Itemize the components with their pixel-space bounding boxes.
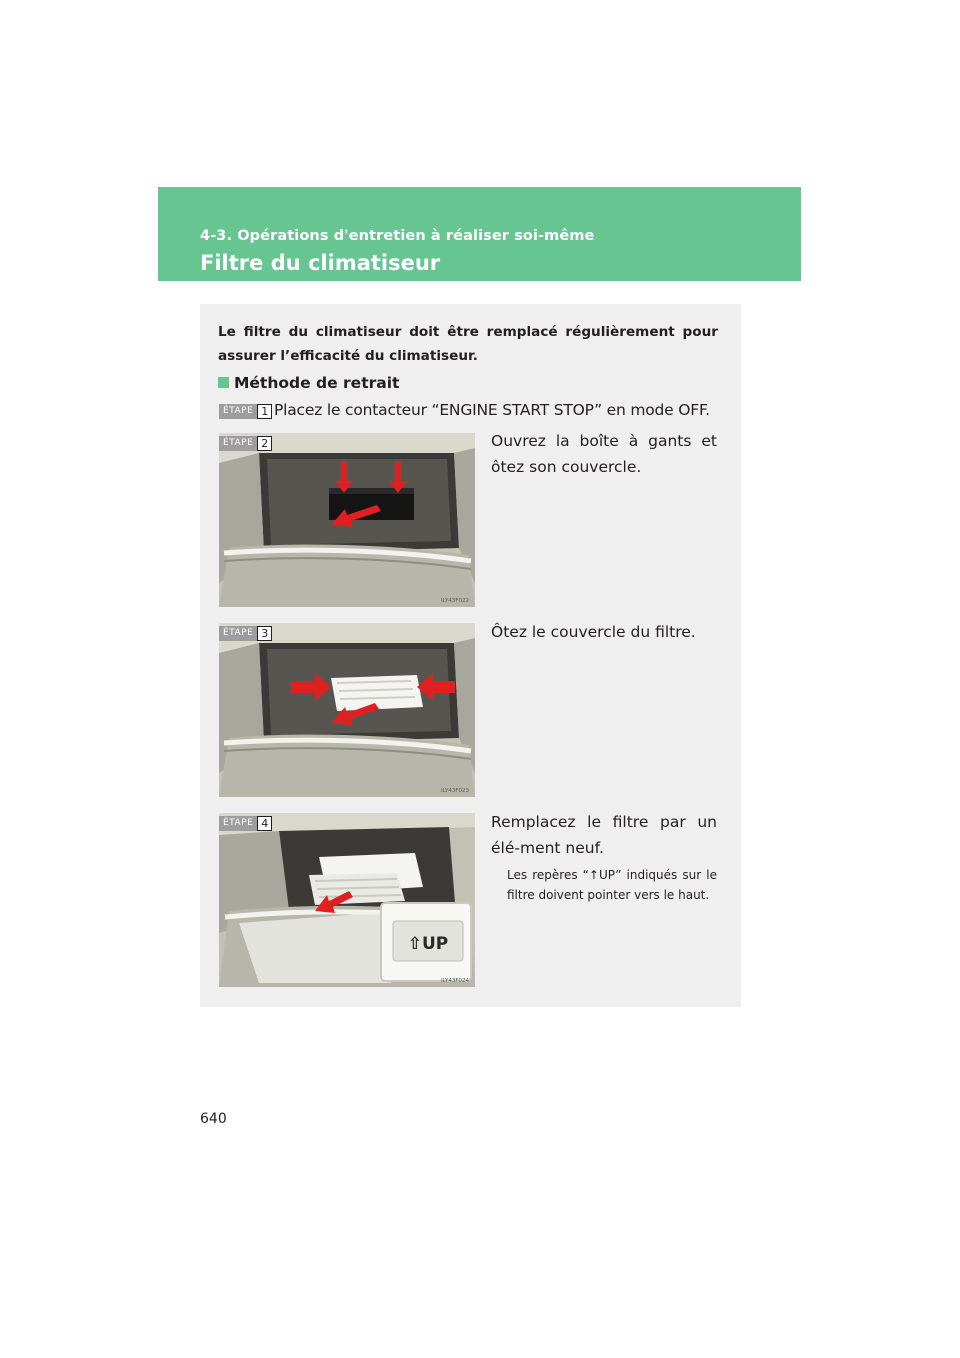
step-2-text: Ouvrez la boîte à gants et ôtez son couvercle. (491, 432, 717, 476)
step-3-photo (219, 623, 475, 797)
step-badge-number: 4 (257, 816, 272, 831)
step-badge-label: ÉTAPE (219, 816, 257, 831)
method-heading-text: Méthode de retrait (234, 374, 400, 392)
up-label-text: ⇧UP (407, 934, 449, 954)
step-1-text: Placez le contacteur “ENGINE START STOP” en mode OFF. (274, 401, 710, 419)
step-2-badge (219, 436, 272, 451)
step-badge-label: ÉTAPE (219, 404, 257, 419)
page-number: 640 (200, 1111, 227, 1127)
section-label: 4-3. Opérations d'entretien à réaliser soi-même (200, 228, 595, 244)
step-3-badge (219, 626, 272, 641)
photo-code: ILY43F023 (441, 788, 469, 794)
step-4-text: Remplacez le filtre par un élé-ment neuf. (491, 813, 717, 857)
page-title: Filtre du climatiseur (200, 251, 441, 275)
step-4-note: Les repères “↑UP” indiqués sur le filtre doivent pointer vers le haut. (507, 868, 717, 902)
step-badge-label: ÉTAPE (219, 436, 257, 451)
step-badge-number: 1 (257, 404, 272, 419)
glovebox-open-illustration (219, 433, 475, 607)
photo-code: ILY43F024 (441, 978, 469, 984)
new-filter-illustration (219, 813, 475, 987)
step-badge-number: 3 (257, 626, 272, 641)
step-badge-label: ÉTAPE (219, 626, 257, 641)
green-square-bullet-icon (218, 377, 229, 388)
step-4-badge (219, 816, 272, 831)
step-4-photo (219, 813, 475, 987)
step-1-badge (219, 404, 272, 419)
step-2-photo (219, 433, 475, 607)
step-3-text: Ôtez le couvercle du filtre. (491, 623, 696, 641)
method-heading (218, 374, 399, 392)
filter-cover-illustration (219, 623, 475, 797)
step-badge-number: 2 (257, 436, 272, 451)
photo-code: ILY43F022 (441, 598, 469, 604)
intro-paragraph: Le filtre du climatiseur doit être remplacé régulièrement pour assurer l’efficacité du climatiseur. (218, 324, 718, 364)
